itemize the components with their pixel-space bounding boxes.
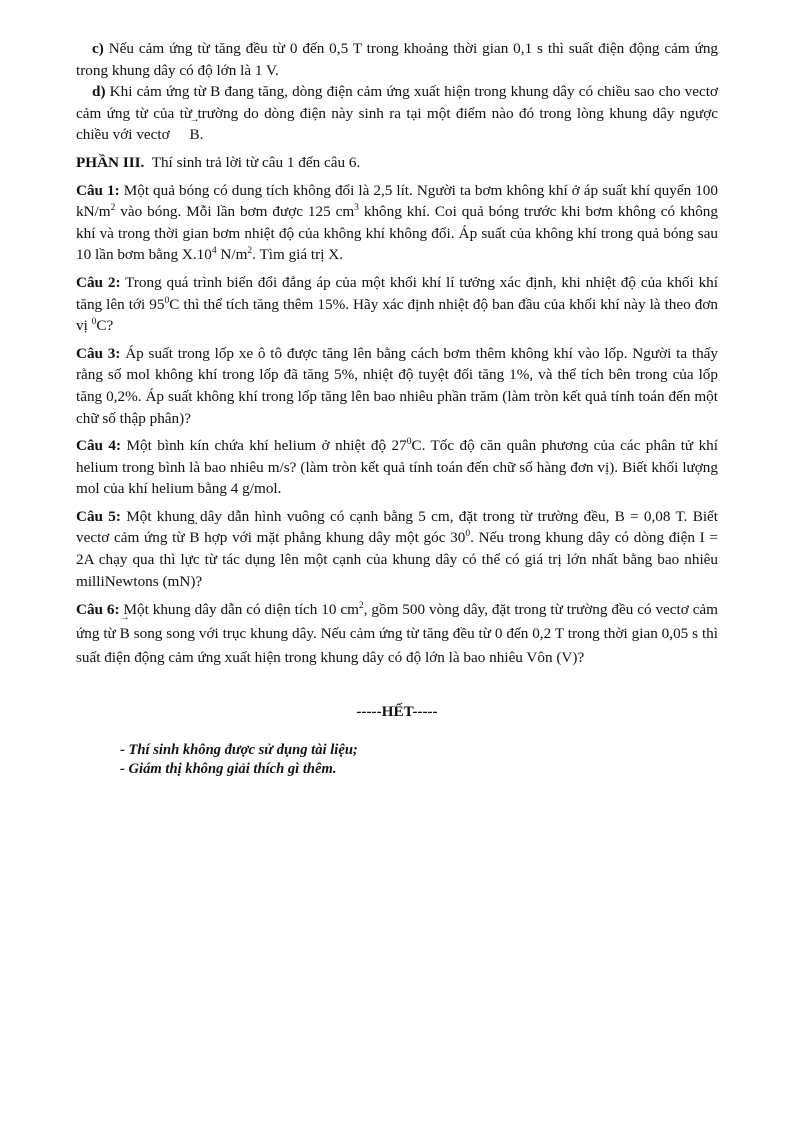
q6-text-1: Một khung dây dẫn có diện tích 10 cm xyxy=(123,601,359,619)
question-4 xyxy=(76,435,718,500)
question-2-label: Câu 2: xyxy=(76,273,121,291)
q2-text-2: C thì thể tích tăng thêm 15%. Hãy xác định nhiệt độ ban đầu của khối khí này là theo đơn vị xyxy=(76,295,718,335)
q5-text-2: hợp với mặt phẳng khung dây một góc 30 xyxy=(199,529,466,547)
q2-sup-1: 0 xyxy=(164,295,170,306)
question-6 xyxy=(76,598,718,670)
q1-sup-4: 2 xyxy=(247,246,253,257)
question-2 xyxy=(76,272,718,337)
vector-b-symbol: → B xyxy=(120,622,130,646)
part3-heading: PHẦN III. xyxy=(76,153,145,171)
statement-d-end: . xyxy=(199,126,204,144)
statement-d-label: d) xyxy=(92,83,106,101)
q3-text: Áp suất trong lốp xe ô tô được tăng lên bằng cách bơm thêm không khí vào lốp. Người ta thấy rằng số mol không khí trong lốp đã tăng 5%, nhiệt độ tuyệt đối tăng 1%, và thể tích bên trong của lốp tăng 0,2%. Áp suất không khí trong lốp tăng lên bao nhiêu phần trăm (làm tròn kết quả tính toán đến một chữ số thập phân)? xyxy=(76,344,718,427)
statement-d-text: Khi cảm ứng từ B đang tăng, dòng điện cảm ứng xuất hiện trong khung dây có chiều sao cho vectơ cảm ứng từ của từ trường do dòng điện này sinh ra tại một điểm nào đó trong lòng khung dây ngược chiều với vectơ xyxy=(76,83,719,144)
q4-sup-1: 0 xyxy=(406,437,412,448)
vector-b-symbol: → B xyxy=(189,527,199,549)
q1-sup-1: 2 xyxy=(110,203,116,214)
statement-d xyxy=(76,81,718,146)
q5-text-3: . Nếu trong khung dây có dòng điện I = 2A chạy qua thì lực từ tác dụng lên một cạnh của khung dây có thể có giá trị lớn nhất bằng bao nhiêu milliNewtons (mN)? xyxy=(76,529,718,590)
q6-text-2: , gồm 500 vòng dây, đặt trong từ trường đều có vectơ cảm ứng từ xyxy=(76,601,718,643)
question-5-label: Câu 5: xyxy=(76,507,121,525)
q5-text-1: Một khung dây dẫn hình vuông có cạnh bằng 5 cm, đặt trong từ trường đều, B = 0,08 T. Biết vectơ cảm ứng từ xyxy=(76,507,718,547)
question-3 xyxy=(76,343,718,429)
question-3-label: Câu 3: xyxy=(76,344,121,362)
exam-content xyxy=(76,38,718,670)
q2-text-3: C? xyxy=(96,317,114,335)
q2-text-1: Trong quá trình biến đổi đẳng áp của một khối khí lí tưởng xác định, khi nhiệt độ của khối khí tăng lên tới 95 xyxy=(76,273,718,313)
statement-c-label: c) xyxy=(92,40,104,57)
q1-text-3: không khí. Coi quả bóng trước khi bơm không có không khí và trong thời gian bơm nhiệt độ của không khí không đổi. Áp suất của không khí trong quả bóng sau 10 lần bơm bằng X.10 xyxy=(76,203,718,264)
q1-text-2: vào bóng. Mỗi lần bơm được 125 cm xyxy=(115,203,355,221)
end-of-exam-mark: -----HẾT----- xyxy=(356,703,438,720)
q5-sup-1: 0 xyxy=(465,529,471,540)
statement-c-text: Nếu cảm ứng từ tăng đều từ 0 đến 0,5 T trong khoảng thời gian 0,1 s thì suất điện động cảm ứng trong khung dây có độ lớn là 1 V. xyxy=(76,40,719,79)
note-no-materials: - Thí sinh không được sử dụng tài liệu; xyxy=(120,742,358,758)
q4-text-2: C. Tốc độ căn quân phương của các phân tử khí helium trong bình là bao nhiêu m/s? (làm tròn kết quả tính toán đến chữ số hàng đơn vị). Biết khối lượng mol của khí helium bằng 4 g/mol. xyxy=(76,437,718,498)
q2-sup-2: 0 xyxy=(91,317,97,328)
vector-b-symbol: → B xyxy=(173,124,199,146)
q1-sup-2: 3 xyxy=(354,203,359,214)
q1-text-4: N/m xyxy=(216,246,248,264)
question-1-label: Câu 1: xyxy=(76,181,120,199)
question-5 xyxy=(76,506,718,592)
q6-text-3: song song với trục khung dây. Nếu cảm ứng từ tăng đều từ 0 đến 0,2 T trong thời gian 0,05 s thì suất điện động cảm ứng xuất hiện trong khung dây có độ lớn là bao nhiêu Vôn (V)? xyxy=(76,625,718,667)
question-1 xyxy=(76,180,718,266)
q4-text-1: Một bình kín chứa khí helium ở nhiệt độ 27 xyxy=(126,437,407,455)
part3-heading-line xyxy=(76,152,718,174)
q1-sup-3: 4 xyxy=(211,246,217,257)
q6-sup-1: 2 xyxy=(358,601,364,612)
exam-notes xyxy=(120,741,358,779)
question-4-label: Câu 4: xyxy=(76,437,122,455)
note-no-explanation: - Giám thị không giải thích gì thêm. xyxy=(120,761,337,777)
q1-text-5: . Tìm giá trị X. xyxy=(252,246,343,264)
q1-text-1: Một quả bóng có dung tích không đổi là 2,5 lít. Người ta bơm không khí ở áp suất khí quyển 100 kN/m xyxy=(76,181,718,221)
question-6-label: Câu 6: xyxy=(76,601,120,619)
statement-c xyxy=(76,38,718,81)
part3-instruction: Thí sinh trả lời từ câu 1 đến câu 6. xyxy=(151,153,361,171)
